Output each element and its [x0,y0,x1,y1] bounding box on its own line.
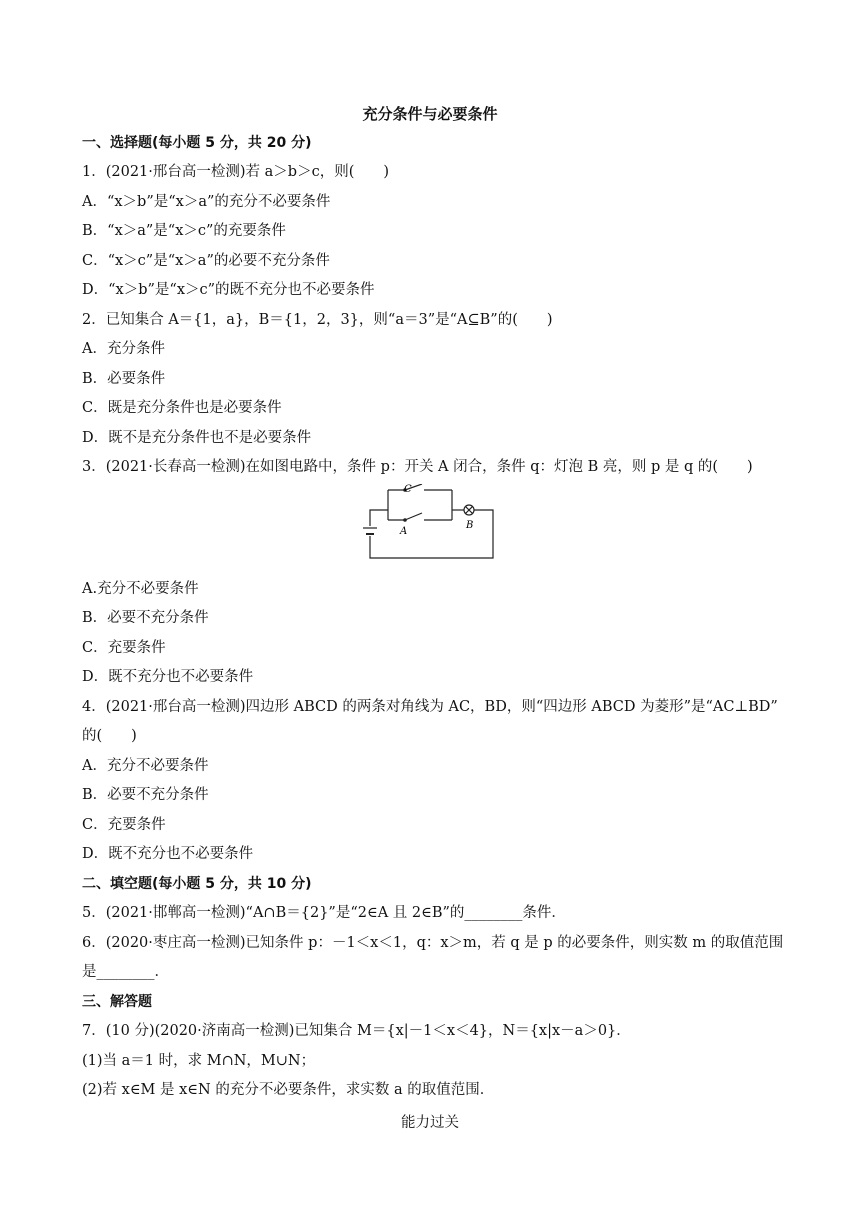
question-1-option-b: B．“x＞a”是“x＞c”的充要条件 [82,223,286,239]
section-heading-fill: 二、填空题(每小题 5 分，共 10 分) [82,876,312,892]
question-6-line-2: 是________． [82,964,169,980]
question-4-option-c: C．充要条件 [82,817,166,833]
page-title: 充分条件与必要条件 [362,105,498,123]
question-2-option-c: C．既是充分条件也是必要条件 [82,400,282,416]
question-7-part-2: (2)若 x∈M 是 x∈N 的充分不必要条件，求实数 a 的取值范围． [82,1082,495,1098]
question-3-option-c: C．充要条件 [82,640,166,656]
question-7-stem: 7．(10 分)(2020·济南高一检测)已知集合 M＝{x|－1＜x＜4}，N＝{x|x－a＞0}． [82,1023,631,1039]
question-5: 5．(2021·邯郸高一检测)“A∩B＝{2}”是“2∈A 且 2∈B”的________条件． [82,905,566,921]
label-c: C [404,484,412,495]
question-3-option-b: B．必要不充分条件 [82,610,209,626]
question-4-stem-line-2: 的( ) [82,728,137,744]
question-1-option-c: C．“x＞c”是“x＞a”的必要不充分条件 [82,253,330,269]
question-4-option-d: D．既不充分也不必要条件 [82,846,254,862]
question-1-option-d: D．“x＞b”是“x＞c”的既不充分也不必要条件 [82,282,375,298]
switch-a-blade [405,513,422,520]
question-2-stem: 2．已知集合 A＝{1，a}，B＝{1，2，3}，则“a＝3”是“A⊆B”的( ) [82,312,553,328]
wire-left-upper [370,510,388,526]
label-b: B [466,520,474,531]
question-4-stem-line-1: 4．(2021·邢台高一检测)四边形 ABCD 的两条对角线为 AC，BD，则“四边形 ABCD 为菱形”是“AC⊥BD” [82,699,778,715]
label-a: A [400,526,408,537]
question-2-option-b: B．必要条件 [82,371,166,387]
question-7-part-1: (1)当 a＝1 时，求 M∩N，M∪N； [82,1053,316,1069]
section-heading-answer: 三、解答题 [82,994,152,1010]
question-4-option-a: A．充分不必要条件 [82,758,209,774]
section-heading-choice: 一、选择题(每小题 5 分，共 20 分) [82,135,312,151]
footer-heading: 能力过关 [401,1115,459,1131]
switch-a-pivot [403,518,407,522]
question-3-option-d: D．既不充分也不必要条件 [82,669,254,685]
question-1-option-a: A．“x＞b”是“x＞a”的充分不必要条件 [82,194,331,210]
circuit-diagram [360,484,500,564]
question-3-option-a: A.充分不必要条件 [82,581,199,597]
question-2-option-d: D．既不是充分条件也不是必要条件 [82,430,312,446]
question-3-stem: 3．(2021·长春高一检测)在如图电路中，条件 p：开关 A 闭合，条件 q：灯泡 B 亮，则 p 是 q 的( ) [82,459,753,475]
question-2-option-a: A．充分条件 [82,341,165,357]
question-6-line-1: 6．(2020·枣庄高一检测)已知条件 p：－1＜x＜1，q：x＞m，若 q 是 p 的必要条件，则实数 m 的取值范围 [82,935,784,951]
question-1-stem: 1．(2021·邢台高一检测)若 a＞b＞c，则( ) [82,164,390,180]
question-4-option-b: B．必要不充分条件 [82,787,209,803]
